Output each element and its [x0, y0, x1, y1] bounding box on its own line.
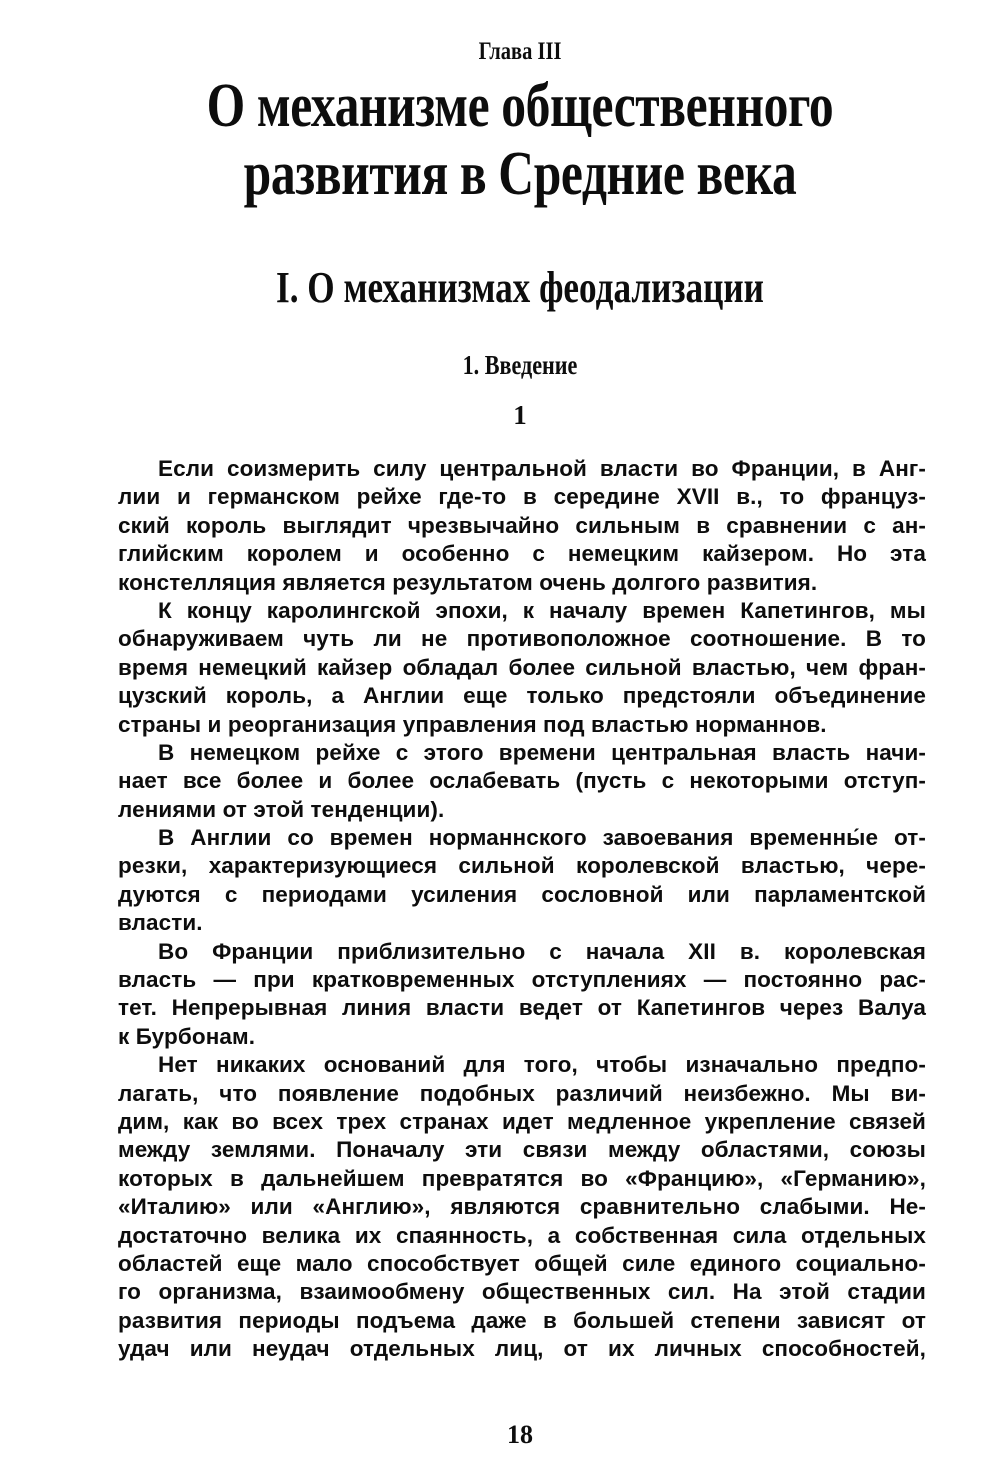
text-line: лии и германском рейхе где-то в середине XVII в., то француз-: [118, 484, 926, 510]
text-line: власть — при кратковременных отступлениях — постоянно рас-: [118, 967, 926, 993]
text-line: В немецком рейхе с этого времени центральная власть начи-: [158, 739, 926, 765]
text-line: удач или неудач отдельных лиц, от их личных способностей,: [118, 1336, 926, 1362]
text-line: к Бурбонам.: [118, 1023, 256, 1049]
text-line: время немецкий кайзер обладал более сильной властью, чем фран-: [118, 654, 926, 680]
text-line: достаточно велика их спаянность, а собственная сила отдельных: [118, 1222, 926, 1248]
text-line: между землями. Поначалу эти связи между областями, союзы: [118, 1137, 926, 1163]
section-title: I. О механизмах феодализации: [276, 263, 764, 312]
text-line: резки, характеризующиеся сильной королевской властью, чере-: [118, 853, 926, 879]
chapter-label: Глава III: [478, 38, 562, 65]
text-line: К концу каролингской эпохи, к началу времен Капетингов, мы: [158, 597, 926, 623]
text-line: ский король выглядит чрезвычайно сильным в сравнении с ан-: [118, 512, 926, 538]
chapter-title-line-1: О механизме общественного: [206, 72, 834, 140]
text-line: Нет никаких оснований для того, чтобы изначально предпо-: [158, 1052, 926, 1078]
text-line: которых в дальнейшем превратятся во «Францию», «Германию»,: [118, 1165, 926, 1191]
text-line: нает все более и более ослабевать (пусть с некоторыми отступ-: [118, 768, 926, 794]
chapter-title: [104, 72, 936, 208]
text-line: лениями от этой тенденции).: [118, 796, 445, 822]
text-line: констелляция является результатом очень долгого развития.: [118, 569, 818, 595]
text-line: развития периоды подъема даже в большей степени зависят от: [118, 1307, 926, 1333]
text-line: го организма, взаимообмену общественных сил. На этой стадии: [118, 1279, 926, 1305]
text-line: цузский король, а Англии еще только предстояли объединение: [118, 683, 926, 709]
text-line: областей еще мало способствует общей силе единого социально-: [118, 1250, 926, 1276]
text-line: страны и реорганизация управления под властью норманнов.: [118, 711, 827, 737]
text-line: Если соизмерить силу центральной власти во Франции, в Анг-: [158, 456, 926, 481]
text-line: дуются с периодами усиления сословной или парламентской: [118, 881, 926, 907]
text-line: обнаруживаем чуть ли не противоположное соотношение. В то: [118, 626, 926, 652]
text-line: «Италию» или «Англию», являются сравнительно слабыми. Не-: [118, 1194, 926, 1220]
body-text: [118, 455, 926, 1364]
subsection-title: 1. Введение: [462, 350, 578, 380]
text-line: власти.: [118, 910, 203, 936]
page-number: 18: [507, 1420, 533, 1449]
text-line: Во Франции приблизительно с начала XII в. королевская: [158, 938, 926, 964]
text-line: В Англии со времен норманнского завоевания временны́е от-: [158, 825, 926, 851]
text-line: дим, как во всех трех странах идет медленное укрепление связей: [118, 1108, 926, 1134]
part-number: 1: [513, 400, 527, 430]
text-line: глийским королем и особенно с немецким кайзером. Но эта: [118, 541, 926, 567]
chapter-title-line-2: развития в Средние века: [243, 140, 797, 208]
text-line: тет. Непрерывная линия власти ведет от Капетингов через Валуа: [118, 995, 926, 1021]
text-line: лагать, что появление подобных различий неизбежно. Мы ви-: [118, 1080, 926, 1106]
